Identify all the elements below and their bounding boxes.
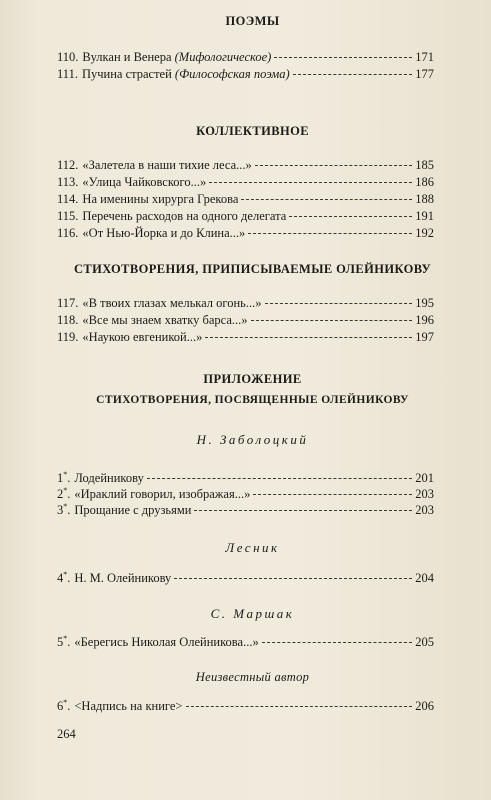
entry-page: 192 — [415, 226, 434, 240]
dot-leader — [241, 199, 412, 200]
entry-page: 196 — [415, 313, 434, 327]
entry-page: 197 — [415, 330, 434, 344]
dot-leader — [174, 578, 412, 579]
dot-leader — [262, 642, 413, 643]
entry-title: Прощание с друзьями — [74, 503, 192, 518]
toc-entry — [57, 634, 434, 650]
toc-entry — [57, 313, 434, 329]
toc-entry — [57, 470, 434, 486]
dot-leader — [289, 216, 412, 217]
entry-number: 116. — [57, 226, 79, 240]
entry-page: 171 — [415, 50, 434, 64]
toc-entry — [57, 698, 434, 714]
toc-entry — [57, 330, 434, 346]
entry-page: 195 — [415, 296, 434, 310]
toc-entry — [57, 67, 434, 83]
dot-leader — [147, 478, 412, 479]
entry-number: 115. — [57, 209, 79, 223]
entry-number: 118. — [57, 313, 79, 327]
toc-entry — [57, 192, 434, 208]
entry-page: 203 — [415, 487, 434, 502]
entry-page: 204 — [415, 571, 434, 586]
dot-leader — [251, 320, 413, 321]
entry-genre-note: (Мифологическое) — [174, 50, 272, 64]
entry-page: 203 — [415, 503, 434, 518]
entry-page: 185 — [415, 158, 434, 172]
toc-entry — [57, 175, 434, 191]
toc-entry — [57, 158, 434, 174]
entry-page: 186 — [415, 175, 434, 189]
entry-title: Лодейникову — [74, 471, 144, 486]
toc-entry — [57, 486, 434, 502]
toc-entry — [57, 226, 434, 242]
dot-leader — [293, 74, 413, 75]
dot-leader — [209, 182, 412, 183]
dot-leader — [255, 165, 413, 166]
toc-entry — [57, 50, 434, 66]
section-subheading-dedicated: СТИХОТВОРЕНИЯ, ПОСВЯЩЕННЫЕ ОЛЕЙНИКОВУ — [96, 394, 409, 406]
entry-title: «Залетела в наши тихие леса...» — [82, 158, 252, 172]
entry-title: «Ираклий говорил, изображая...» — [74, 487, 251, 502]
author-heading-lesnik: Лесник — [225, 540, 280, 555]
entry-page: 201 — [415, 471, 434, 486]
section-heading-appendix: ПРИЛОЖЕНИЕ — [203, 372, 302, 386]
entry-title: Вулкан и Венера (Мифологическое) — [82, 50, 272, 64]
section-heading-attributed: СТИХОТВОРЕНИЯ, ПРИПИСЫВАЕМЫЕ ОЛЕЙНИКОВУ — [73, 262, 432, 276]
entry-title: Перечень расходов на одного делегата — [82, 209, 287, 223]
section-heading-collective: КОЛЛЕКТИВНОЕ — [196, 124, 309, 138]
entry-number: 1*. — [57, 470, 71, 486]
entry-title: «Наукою евгеникой...» — [82, 330, 203, 344]
entry-page: 205 — [415, 635, 434, 650]
entry-number: 110. — [57, 50, 79, 64]
entry-number: 6*. — [57, 698, 71, 714]
toc-entry — [57, 502, 434, 518]
entry-number: 2*. — [57, 486, 71, 502]
page-number: 264 — [57, 727, 76, 741]
entry-number: 112. — [57, 158, 79, 172]
author-heading-unknown: Неизвестный автор — [195, 670, 310, 684]
entry-page: 206 — [415, 699, 434, 714]
entry-title: <Надпись на книге> — [74, 699, 183, 714]
toc-entry — [57, 296, 434, 312]
entry-number: 119. — [57, 330, 79, 344]
author-heading-zabolotsky: Н. Заболоцкий — [196, 432, 309, 447]
entry-title: Н. М. Олейникову — [74, 571, 172, 586]
entry-title: Пучина страстей (Философская поэма) — [81, 67, 290, 81]
toc-entry — [57, 570, 434, 586]
entry-title: На именины хирурга Грекова — [82, 192, 239, 206]
entry-number: 117. — [57, 296, 79, 310]
entry-number: 113. — [57, 175, 79, 189]
author-heading-marshak: С. Маршак — [210, 606, 295, 621]
dot-leader — [194, 510, 412, 511]
entry-number: 114. — [57, 192, 79, 206]
entry-title: «В твоих глазах мелькал огонь...» — [82, 296, 262, 310]
dot-leader — [253, 494, 412, 495]
entry-title: «Все мы знаем хватку барса...» — [82, 313, 248, 327]
entry-number: 111. — [57, 67, 78, 81]
dot-leader — [248, 233, 412, 234]
entry-title: «Улица Чайковского...» — [82, 175, 207, 189]
dot-leader — [274, 57, 412, 58]
dot-leader — [205, 337, 412, 338]
entry-genre-note: (Философская поэма) — [174, 67, 290, 81]
entry-number: 4*. — [57, 570, 71, 586]
entry-page: 191 — [415, 209, 434, 223]
entry-page: 188 — [415, 192, 434, 206]
entry-title: «Берегись Николая Олейникова...» — [74, 635, 259, 650]
toc-entry — [57, 209, 434, 225]
dot-leader — [186, 706, 413, 707]
entry-page: 177 — [415, 67, 434, 81]
entry-title: «От Нью-Йорка и до Клина...» — [82, 226, 246, 240]
section-heading-poems: ПОЭМЫ — [225, 14, 280, 28]
entry-number: 5*. — [57, 634, 71, 650]
entry-number: 3*. — [57, 502, 71, 518]
dot-leader — [265, 303, 413, 304]
